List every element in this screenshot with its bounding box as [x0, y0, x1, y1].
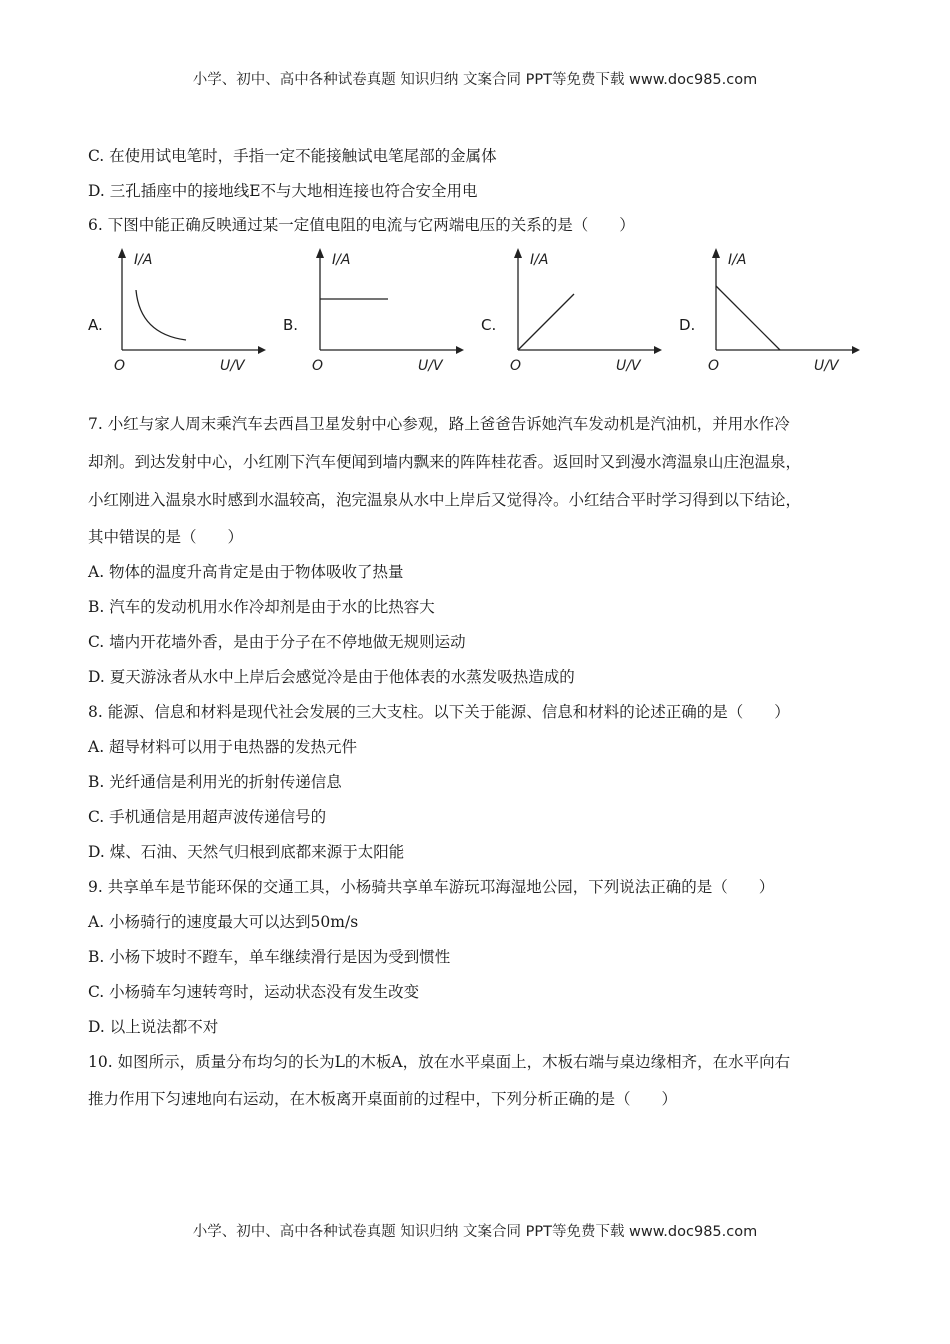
y-axis-arrow: [712, 248, 720, 258]
q8-option-c: C. 手机通信是用超声波传递信号的: [88, 808, 327, 826]
y-axis-label: I/A: [134, 252, 153, 268]
q9-option-b: B. 小杨下坡时不蹬车，单车继续滑行是因为受到惯性: [88, 948, 451, 966]
q10-stem-line-1: 10. 如图所示，质量分布均匀的长为L的木板A，放在水平桌面上，木板右端与桌边缘相齐，在水平向右: [88, 1053, 791, 1071]
y-axis-arrow: [316, 248, 324, 258]
origin-label: O: [114, 358, 126, 374]
q9-stem: 9. 共享单车是节能环保的交通工具，小杨骑共享单车游玩邛海湿地公园，下列说法正确的是（ ）: [88, 878, 775, 896]
q5-option-d: D. 三孔插座中的接地线E不与大地相连接也符合安全用电: [88, 182, 478, 200]
graph-line: [716, 286, 780, 350]
q6-stem: 6. 下图中能正确反映通过某一定值电阻的电流与它两端电压的关系的是（ ）: [88, 216, 635, 234]
q6-option-c-letter: C.: [481, 316, 497, 334]
x-axis-arrow: [654, 346, 662, 354]
q9-option-c: C. 小杨骑车匀速转弯时，运动状态没有发生改变: [88, 983, 420, 1001]
q7-option-c: C. 墙内开花墙外香，是由于分子在不停地做无规则运动: [88, 633, 466, 651]
q6-option-a-letter: A.: [88, 316, 103, 334]
q6-option-d-letter: D.: [679, 316, 696, 334]
graph-curve: [136, 290, 186, 340]
origin-label: O: [312, 358, 324, 374]
page-footer: 小学、初中、高中各种试卷真题 知识归纳 文案合同 PPT等免费下载 www.doc985.com: [192, 1224, 758, 1240]
q10-stem-line-2: 推力作用下匀速地向右运动，在木板离开桌面前的过程中，下列分析正确的是（ ）: [88, 1090, 678, 1108]
y-axis-label: I/A: [332, 252, 351, 268]
q7-option-d: D. 夏天游泳者从水中上岸后会感觉冷是由于他体表的水蒸发吸热造成的: [88, 668, 575, 686]
q8-option-a: A. 超导材料可以用于电热器的发热元件: [88, 738, 358, 756]
x-axis-label: U/V: [418, 358, 443, 374]
q5-option-c: C. 在使用试电笔时，手指一定不能接触试电笔尾部的金属体: [88, 147, 497, 165]
q9-option-d: D. 以上说法都不对: [88, 1018, 219, 1036]
y-axis-arrow: [118, 248, 126, 258]
q7-stem-line-1: 7. 小红与家人周末乘汽车去西昌卫星发射中心参观，路上爸爸告诉她汽车发动机是汽油机，并用水作冷: [88, 415, 790, 433]
origin-label: O: [510, 358, 522, 374]
q8-option-d: D. 煤、石油、天然气归根到底都来源于太阳能: [88, 843, 405, 861]
x-axis-label: U/V: [616, 358, 641, 374]
q7-option-a: A. 物体的温度升高肯定是由于物体吸收了热量: [88, 563, 404, 581]
page-header: 小学、初中、高中各种试卷真题 知识归纳 文案合同 PPT等免费下载 www.doc985.com: [192, 72, 758, 88]
q7-stem-line-2: 却剂。到达发射中心，小红刚下汽车便闻到墙内飘来的阵阵桂花香。返回时又到漫水湾温泉山庄泡温泉，: [88, 453, 802, 471]
q6-graph-c: [504, 246, 664, 376]
origin-label: O: [708, 358, 720, 374]
graph-line: [518, 294, 574, 350]
x-axis-label: U/V: [814, 358, 839, 374]
x-axis-arrow: [456, 346, 464, 354]
q8-stem: 8. 能源、信息和材料是现代社会发展的三大支柱。以下关于能源、信息和材料的论述正确的是（ ）: [88, 703, 790, 721]
x-axis-label: U/V: [220, 358, 245, 374]
q7-stem-line-3: 小红刚进入温泉水时感到水温较高，泡完温泉从水中上岸后又觉得冷。小红结合平时学习得到以下结论，: [88, 491, 802, 509]
x-axis-arrow: [852, 346, 860, 354]
q7-option-b: B. 汽车的发动机用水作冷却剂是由于水的比热容大: [88, 598, 435, 616]
q6-option-b-letter: B.: [283, 316, 299, 334]
y-axis-label: I/A: [530, 252, 549, 268]
x-axis-arrow: [258, 346, 266, 354]
y-axis-label: I/A: [728, 252, 747, 268]
q7-stem-line-4: 其中错误的是（ ）: [88, 528, 244, 546]
q6-graph-d: [702, 246, 862, 376]
q6-graph-b: [306, 246, 466, 376]
q6-graph-a: [108, 246, 268, 376]
y-axis-arrow: [514, 248, 522, 258]
q9-option-a: A. 小杨骑行的速度最大可以达到50m/s: [88, 913, 359, 931]
q8-option-b: B. 光纤通信是利用光的折射传递信息: [88, 773, 342, 791]
